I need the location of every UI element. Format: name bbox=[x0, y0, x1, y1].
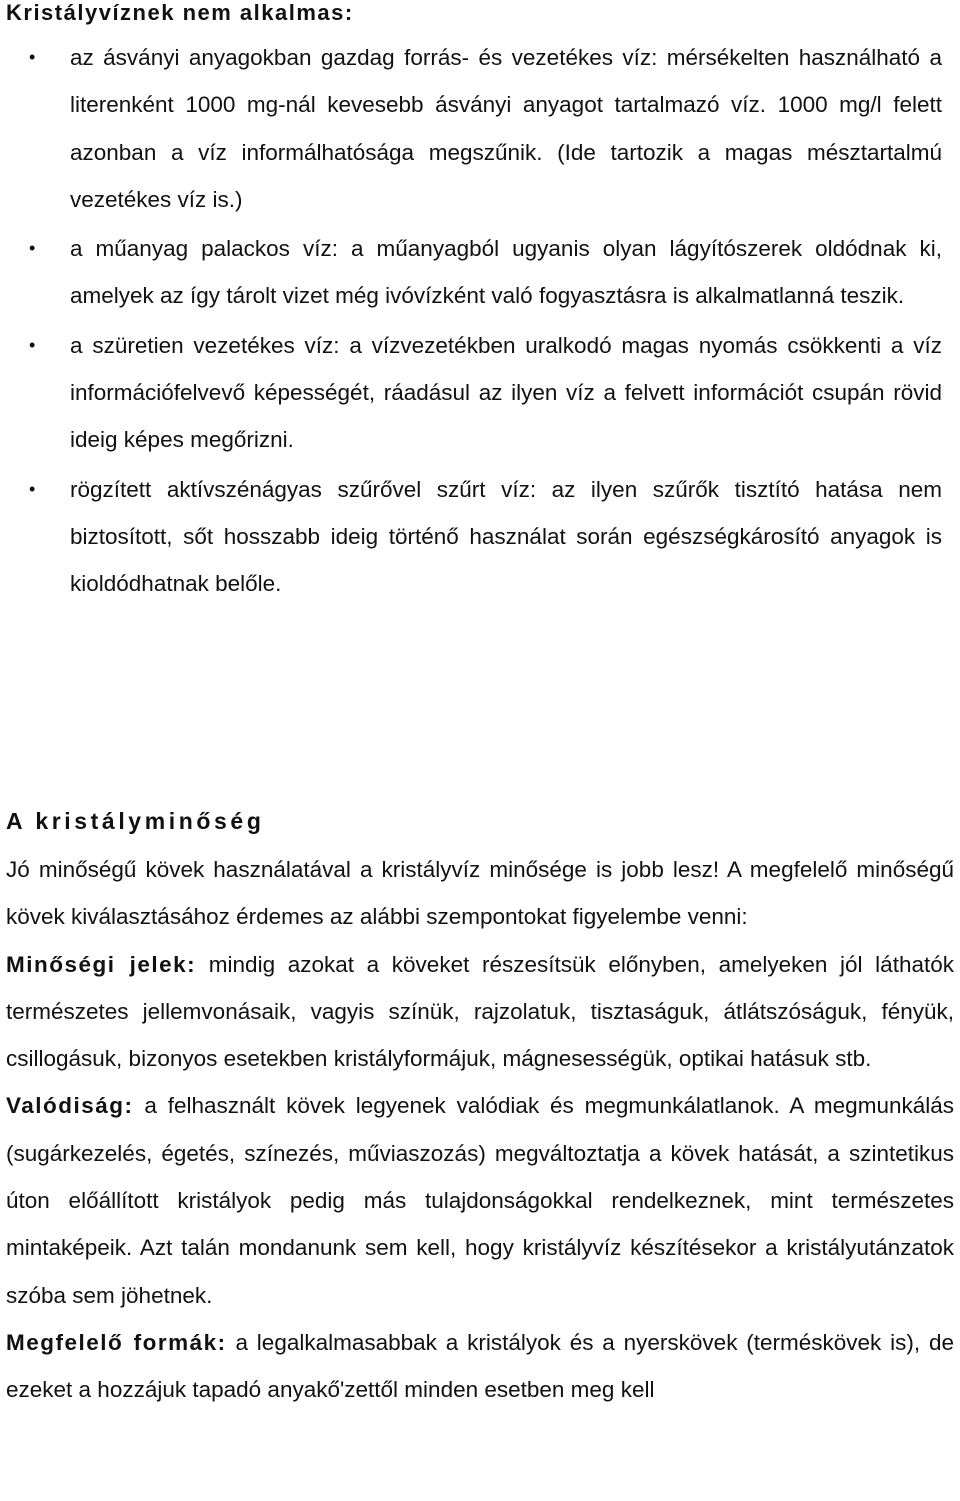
quality-signs-text: mindig azokat a köveket részesítsük előnyben, amelyeken jól láthatók természetes jellemvonásaik, vagyis színük, rajzolatuk, tisztaságuk, átlátszóságuk, fényük, csillogásuk, bizonyos esetekben kristályformájuk, mágnesességük, optikai hatásuk stb. bbox=[6, 951, 954, 1072]
crystal-quality-body bbox=[6, 846, 954, 1414]
list-item bbox=[0, 466, 960, 608]
authenticity-term: Valódiság: bbox=[6, 1093, 134, 1119]
bullet-icon: • bbox=[29, 334, 36, 355]
list-item-text: a műanyag palackos víz: a műanyagból ugyanis olyan lágyítószerek oldódnak ki, amelyek az így tárolt vizet még ivóvízként való fogyasztásra is alkalmatlanná teszik. bbox=[70, 236, 942, 309]
suitable-forms-paragraph bbox=[6, 1319, 954, 1414]
unsuitable-water-list bbox=[0, 34, 960, 608]
quality-signs-term: Minőségi jelek: bbox=[6, 951, 197, 977]
quality-signs-paragraph bbox=[6, 941, 954, 1083]
list-item-text: a szüretien vezetékes víz: a vízvezetékben uralkodó magas nyomás csökkenti a víz információfelvevő képességét, ráadásul az ilyen víz a felvett információt csupán rövid ideig képes megőrizni. bbox=[70, 332, 942, 453]
suitable-forms-term: Megfelelő formák: bbox=[6, 1329, 227, 1355]
authenticity-paragraph bbox=[6, 1082, 954, 1318]
list-item bbox=[0, 225, 960, 320]
bullet-icon: • bbox=[29, 47, 36, 67]
unsuitable-water-heading: Kristályvíznek nem alkalmas: bbox=[6, 0, 354, 25]
bullet-icon: • bbox=[29, 238, 36, 259]
list-item bbox=[0, 34, 960, 223]
intro-paragraph: Jó minőségű kövek használatával a kristályvíz minősége is jobb lesz! A megfelelő minőségű kövek kiválasztásához érdemes az alábbi szempontokat figyelembe venni: bbox=[6, 857, 954, 930]
crystal-quality-heading: A kristályminőség bbox=[6, 808, 265, 834]
bullet-icon: • bbox=[29, 478, 36, 499]
suitable-forms-text: a legalkalmasabbak a kristályok és a nyerskövek (terméskövek is), de ezeket a hozzájuk tapadó anyakő'zettől minden esetben meg kell bbox=[6, 1329, 954, 1403]
list-item-text: rögzített aktívszénágyas szűrővel szűrt víz: az ilyen szűrők tisztító hatása nem biztosított, sőt hosszabb ideig történő használat során egészségkárosító anyagok is kioldódhatnak belőle. bbox=[70, 476, 942, 597]
authenticity-text: a felhasznált kövek legyenek valódiak és megmunkálatlanok. A megmunkálás (sugárkezelés, égetés, színezés, műviaszozás) megváltoztatja a kövek hatását, a szintetikus úton előállított kristályok pedig más tulajdonságokkal rendelkeznek, mint természetes mintaképeik. Azt talán mondanunk sem kell, hogy kristályvíz készítésekor a kristályutánzatok szóba sem jöhetnek. bbox=[6, 1093, 954, 1308]
list-item bbox=[0, 322, 960, 464]
list-item-text: az ásványi anyagokban gazdag forrás- és vezetékes víz: mérsékelten használható a literenként 1000 mg-nál kevesebb ásványi anyagot tartalmazó víz. 1000 mg/l felett azonban a víz informálhatósága megszűnik. (Ide tartozik a magas mésztartalmú vezetékes víz is.) bbox=[70, 45, 942, 212]
